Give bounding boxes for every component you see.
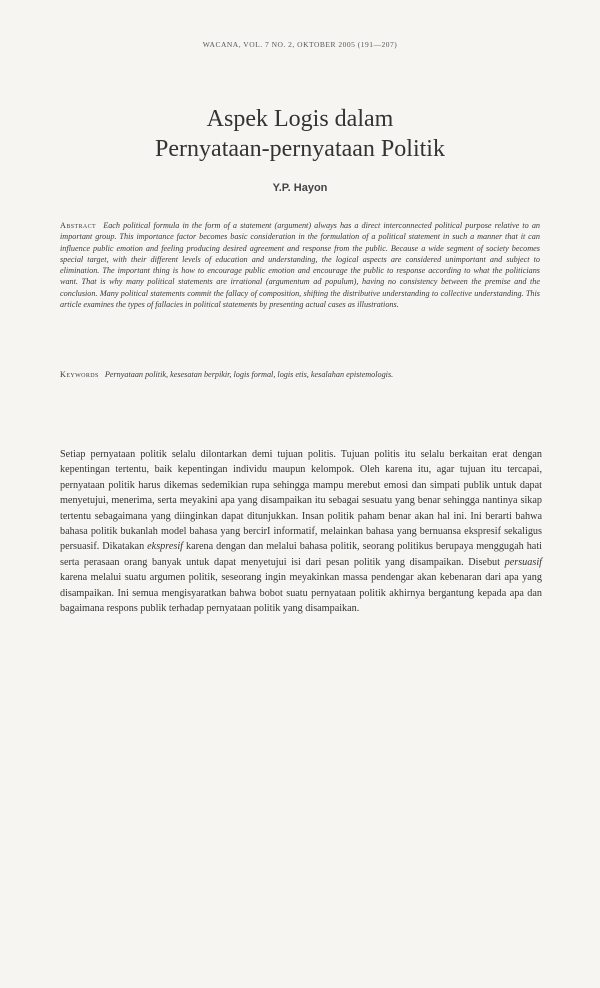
- article-title: [0, 104, 600, 164]
- body-text-part-1: Setiap pernyataan politik selalu dilontarkan demi tujuan politis. Tujuan politis itu selalu berkaitan erat dengan kepentingan tertentu, baik kepentingan individu maupun kelompok. Oleh karena itu, agar tujuan itu tercapai, pernyataan politik harus dikemas sedemikian rupa sehingga mampu merebut emosi dan simpati publik untuk dapat menyetujui, menerima, serta meyakini apa yang disampaikan itu sebagai sesuatu yang benar sehingga nantinya sikap tertentu sebagaimana yang diinginkan dapat ditunjukkan. Insan politik paham benar akan hal ini. Ini berarti bahwa bahasa politik bukanlah model bahasa yang bercirI informatif, melainkan bahasa yang bernuansa ekspresif sekaligus persuasif. Dikatakan: [60, 449, 542, 553]
- abstract: [60, 220, 540, 310]
- keywords: [60, 369, 540, 380]
- emphasis-ekspresif: ekspresif: [147, 541, 183, 553]
- emphasis-persuasif: persuasif: [504, 556, 542, 568]
- keywords-label: Keywords: [60, 370, 99, 379]
- journal-header: WACANA, VOL. 7 NO. 2, OKTOBER 2005 (191—207): [202, 40, 398, 49]
- keywords-text: Pernyataan politik, kesesatan berpikir, logis formal, logis etis, kesalahan epistemologis.: [104, 370, 394, 379]
- title-line-2: Pernyataan-pernyataan Politik: [155, 136, 445, 162]
- body-text-part-2: karena dengan dan melalui bahasa politik, seorang politikus berupaya menggugah hati serta perasaan orang banyak untuk dapat menyetujui isi dari pesan politik yang disampaikan. Disebut: [60, 541, 542, 568]
- body-paragraph: [60, 447, 542, 616]
- author-name: Y.P. Hayon: [272, 182, 328, 194]
- body-text-part-3: karena melalui suatu argumen politik, seseorang ingin meyakinkan massa pendengar akan kebenaran dari apa yang disampaikan. Ini semua mengisyaratkan bahwa bobot suatu pernyataan politik akhirnya bergantung kepada apa dan bagaimana respons publik terhadap pernyataan politik yang disampaikan.: [60, 572, 542, 615]
- paragraph-1: [60, 447, 542, 616]
- abstract-text: Each political formula in the form of a statement (argument) always has a direct interconnected political purpose relative to an important group. This importance factor becomes basic consideration in the formulation of a political statement in such a manner that it can influence public emotion and feeling producing desired agreement and response from the public. Because a wide segment of society becomes special target, with their different levels of education and understanding, the logical aspects are considered unimportant and subject to elimination. The important thing is how to encourage public emotion and encourage the public to response according to what the politicians want. That is why many political statements are irrational (argumentum ad populum), having no consistency between the premise and the conclusion. Many political statements commit the fallacy of composition, shifting the distributive understanding to collective understanding. This article examines the types of fallacies in political statements by presenting actual cases as illustrations.: [60, 221, 541, 310]
- abstract-label: Abstract: [60, 221, 97, 230]
- title-line-1: Aspek Logis dalam: [206, 106, 394, 132]
